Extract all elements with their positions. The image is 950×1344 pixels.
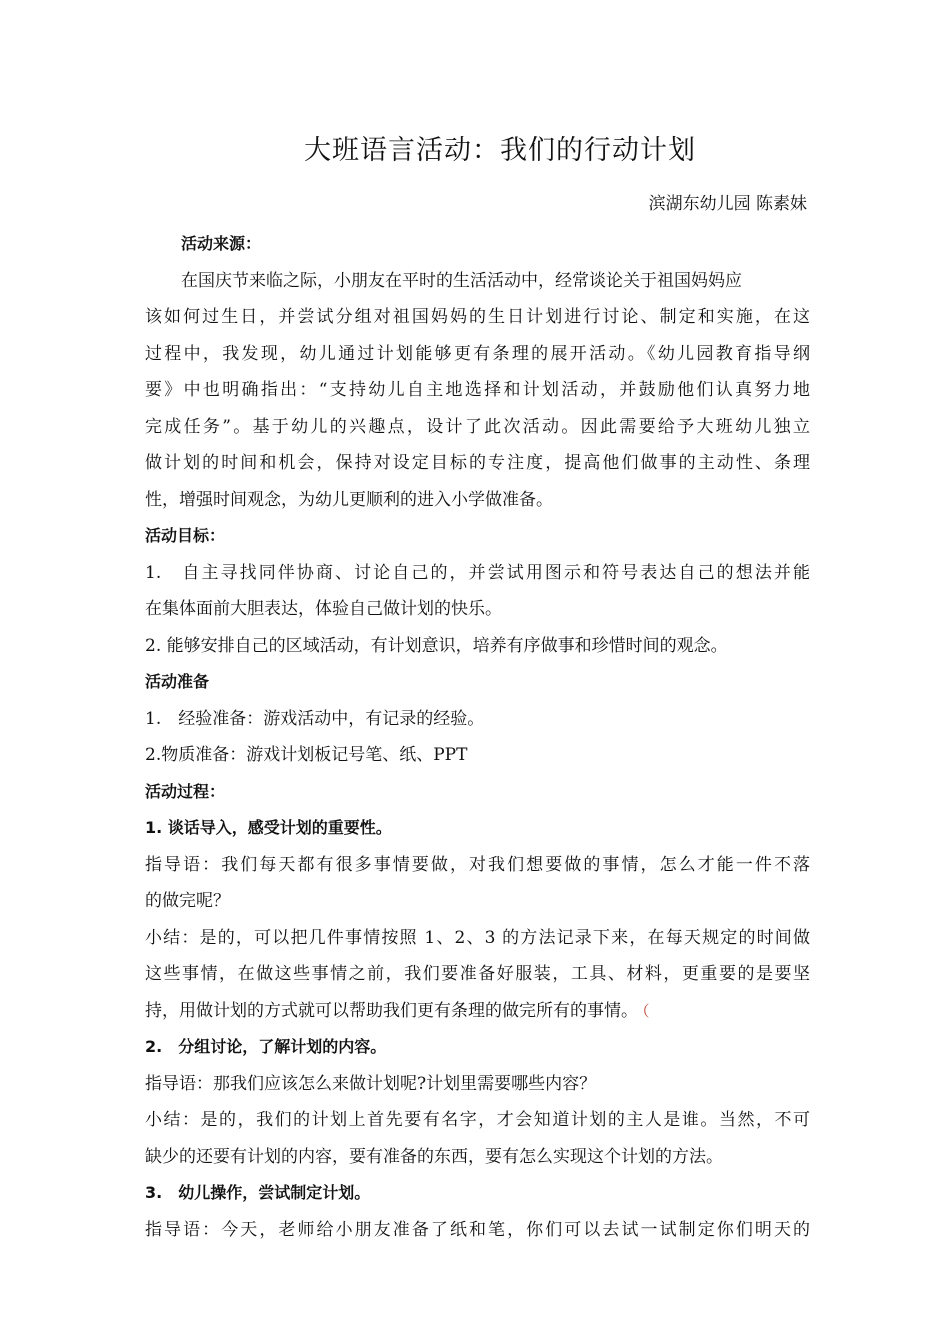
summary-line: 这些事情，在做这些事情之前，我们要准备好服装，工具、材料，更重要的是要坚 bbox=[145, 964, 810, 984]
guide-line: 指导语：我们每天都有很多事情要做，对我们想要做的事情，怎么才能一件不落 bbox=[145, 854, 810, 875]
summary-line-with-mark bbox=[145, 993, 810, 1030]
guide-line: 指导语：今天，老师给小朋友准备了纸和笔，你们可以去试一试制定你们明天的 bbox=[145, 1219, 810, 1240]
guide-line: 指导语：那我们应该怎么来做计划呢?计划里需要哪些内容？ bbox=[145, 1073, 597, 1094]
goal-line: 1. 自主寻找同伴协商、讨论自己的，并尝试用图示和符号表达自己的想法并能 bbox=[145, 562, 810, 583]
prep-line: 1. 经验准备：游戏活动中，有记录的经验。 bbox=[145, 708, 485, 729]
summary-text: 持，用做计划的方式就可以帮助我们更有条理的做完所有的事情。 bbox=[145, 1000, 638, 1021]
section-heading-goals: 活动目标： bbox=[145, 526, 226, 545]
paragraph-line: 性，增强时间观念，为幼儿更顺利的进入小学做准备。 bbox=[145, 489, 553, 510]
document-title: 大班语言活动：我们的行动计划 bbox=[304, 135, 696, 166]
paragraph-line: 该如何过生日，并尝试分组对祖国妈妈的生日计划进行讨论、制定和实施，在这 bbox=[145, 307, 810, 327]
summary-line: 缺少的还要有计划的内容，要有准备的东西，要有怎么实现这个计划的方法。 bbox=[145, 1146, 723, 1167]
step-heading-3: 3. 幼儿操作，尝试制定计划。 bbox=[145, 1183, 371, 1202]
guide-line: 的做完呢？ bbox=[145, 891, 230, 911]
paragraph-line: 要》中也明确指出：“支持幼儿自主地选择和计划活动，并鼓励他们认真努力地 bbox=[145, 380, 810, 400]
paragraph-line: 完成任务”。基于幼儿的兴趣点，设计了此次活动。因此需要给予大班幼儿独立 bbox=[145, 416, 810, 437]
prep-line: 2.物质准备：游戏计划板记号笔、纸、PPT bbox=[145, 745, 468, 765]
section-heading-prep: 活动准备 bbox=[145, 672, 210, 691]
author-line: 滨湖东幼儿园 陈素妹 bbox=[648, 194, 807, 214]
paragraph-line: 做计划的时间和机会，保持对设定目标的专注度，提高他们做事的主动性、条理 bbox=[145, 453, 810, 473]
step-heading-2: 2. 分组讨论，了解计划的内容。 bbox=[145, 1037, 387, 1056]
summary-line: 小结：是的，我们的计划上首先要有名字，才会知道计划的主人是谁。当然，不可 bbox=[145, 1110, 810, 1130]
section-heading-process: 活动过程： bbox=[145, 781, 226, 801]
step-heading-1: 1. 谈话导入，感受计划的重要性。 bbox=[145, 818, 392, 837]
document-body bbox=[145, 226, 810, 1248]
goal-line: 在集体面前大胆表达，体验自己做计划的快乐。 bbox=[145, 599, 502, 619]
red-mark: （ bbox=[642, 1001, 650, 1020]
goal-line: 2. 能够安排自己的区域活动，有计划意识，培养有序做事和珍惜时间的观念。 bbox=[145, 635, 728, 656]
summary-line: 小结：是的，可以把几件事情按照 1、2、3 的方法记录下来，在每天规定的时间做 bbox=[145, 927, 810, 948]
paragraph-line: 在国庆节来临之际，小朋友在平时的生活活动中，经常谈论关于祖国妈妈应 bbox=[181, 270, 742, 291]
paragraph-line: 过程中，我发现，幼儿通过计划能够更有条理的展开活动。《幼儿园教育指导纲 bbox=[145, 343, 810, 364]
section-heading-source: 活动来源： bbox=[181, 234, 262, 253]
